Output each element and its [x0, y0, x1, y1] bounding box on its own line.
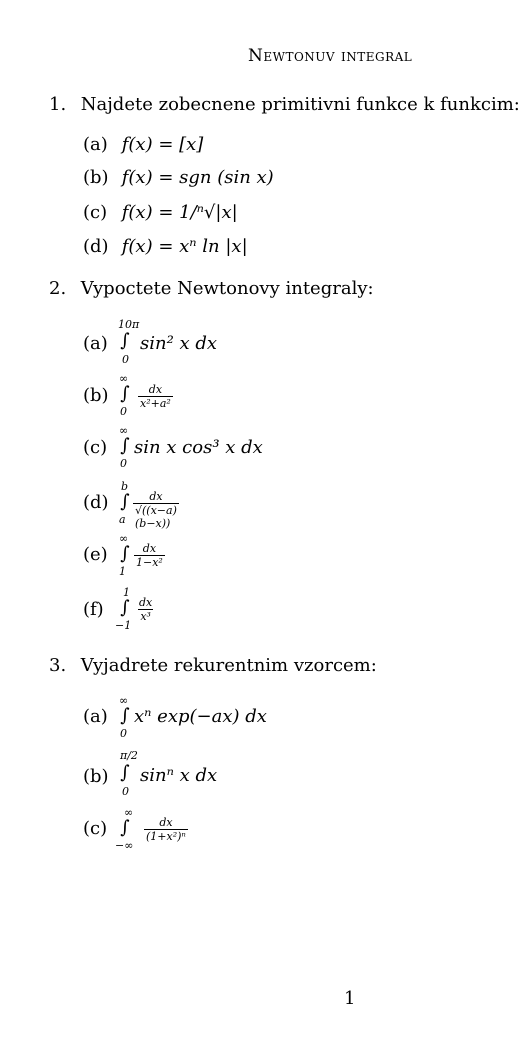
item-label: (d) [83, 492, 109, 513]
numerator: dx [149, 490, 163, 503]
q3-item-b-label [83, 766, 116, 790]
integral-sign: ∫ [120, 435, 130, 456]
upper-limit: ∞ [119, 694, 129, 707]
question-number: 3. [49, 655, 67, 676]
fraction [133, 490, 179, 530]
integrand: sin x cos³ x dx [134, 437, 263, 458]
denominator: 1−x² [136, 556, 163, 569]
lower-limit: a [119, 513, 126, 526]
question-2 [49, 278, 374, 299]
integral-sign: ∫ [120, 383, 130, 404]
item-label: (c) [83, 818, 108, 839]
q1-item-b [83, 167, 274, 191]
item-label: (b) [83, 385, 109, 406]
numerator: dx [148, 383, 163, 396]
integral-sign: ∫ [120, 330, 130, 351]
item-label: (c) [83, 202, 108, 223]
upper-limit: π/2 [120, 749, 138, 762]
formula: f(x) = 1/ⁿ√|x| [121, 202, 238, 223]
fraction [138, 383, 173, 410]
upper-limit: 10π [118, 318, 140, 331]
q2-item-c-label [83, 437, 116, 461]
integral-sign: ∫ [120, 543, 130, 564]
question-number: 2. [49, 278, 67, 299]
page-number: 1 [344, 988, 356, 1009]
fraction [144, 816, 188, 843]
integral-sign: ∫ [120, 817, 130, 838]
lower-limit: −1 [115, 619, 132, 632]
integrand: xⁿ exp(−ax) dx [134, 706, 267, 727]
numerator: dx [159, 816, 173, 829]
question-text: Najdete zobecnene primitivni funkce k funkcim: [80, 94, 520, 115]
formula: f(x) = xⁿ ln |x| [121, 236, 248, 257]
lower-limit: 0 [120, 727, 127, 740]
fraction [137, 596, 154, 623]
q2-item-d-label [83, 492, 116, 516]
numerator: dx [142, 542, 157, 555]
question-1 [49, 94, 520, 115]
upper-limit: 1 [123, 586, 130, 599]
item-label: (b) [83, 167, 109, 188]
numerator: dx [139, 596, 153, 609]
lower-limit: 0 [122, 785, 129, 798]
lower-limit: 0 [122, 353, 129, 366]
question-number: 1. [49, 94, 67, 115]
lower-limit: 0 [120, 457, 127, 470]
q1-item-a [83, 134, 203, 158]
denominator: (1+x²)ⁿ [146, 830, 186, 843]
question-3 [49, 655, 377, 676]
upper-limit: ∞ [119, 532, 129, 545]
denominator: √((x−a)(b−x)) [135, 504, 177, 530]
item-label: (a) [83, 333, 108, 354]
upper-limit: ∞ [119, 372, 129, 385]
item-label: (a) [83, 134, 108, 155]
upper-limit: b [121, 480, 129, 493]
lower-limit: 0 [120, 405, 127, 418]
item-label: (a) [83, 706, 108, 727]
item-label: (e) [83, 544, 108, 565]
integral-sign: ∫ [120, 491, 130, 512]
q3-item-c-label [83, 818, 116, 842]
q2-item-b-label [83, 385, 116, 409]
integrand: sin² x dx [140, 333, 218, 354]
q2-item-e-label [83, 544, 116, 568]
upper-limit: ∞ [119, 424, 129, 437]
page-title: Newtonuv integral [248, 46, 413, 66]
integrand: sinⁿ x dx [140, 765, 218, 786]
formula: f(x) = sgn (sin x) [121, 167, 274, 188]
lower-limit: 1 [119, 565, 126, 578]
question-text: Vyjadrete rekurentnim vzorcem: [80, 655, 377, 676]
q1-item-c [83, 202, 238, 226]
q2-item-f-label [83, 599, 116, 623]
item-label: (f) [83, 599, 104, 620]
lower-limit: −∞ [115, 839, 134, 852]
fraction [134, 542, 165, 569]
formula: f(x) = [x] [121, 134, 204, 155]
question-text: Vypoctete Newtonovy integraly: [80, 278, 374, 299]
integral-sign: ∫ [120, 597, 130, 618]
item-label: (c) [83, 437, 108, 458]
item-label: (b) [83, 766, 109, 787]
integral-sign: ∫ [120, 762, 130, 783]
denominator: x³ [140, 610, 151, 623]
q3-item-a-label [83, 706, 116, 730]
denominator: x²+a² [140, 397, 171, 410]
integral-sign: ∫ [120, 705, 130, 726]
item-label: (d) [83, 236, 109, 257]
q2-item-a-label [83, 333, 116, 357]
upper-limit: ∞ [124, 806, 134, 819]
q1-item-d [83, 236, 248, 260]
